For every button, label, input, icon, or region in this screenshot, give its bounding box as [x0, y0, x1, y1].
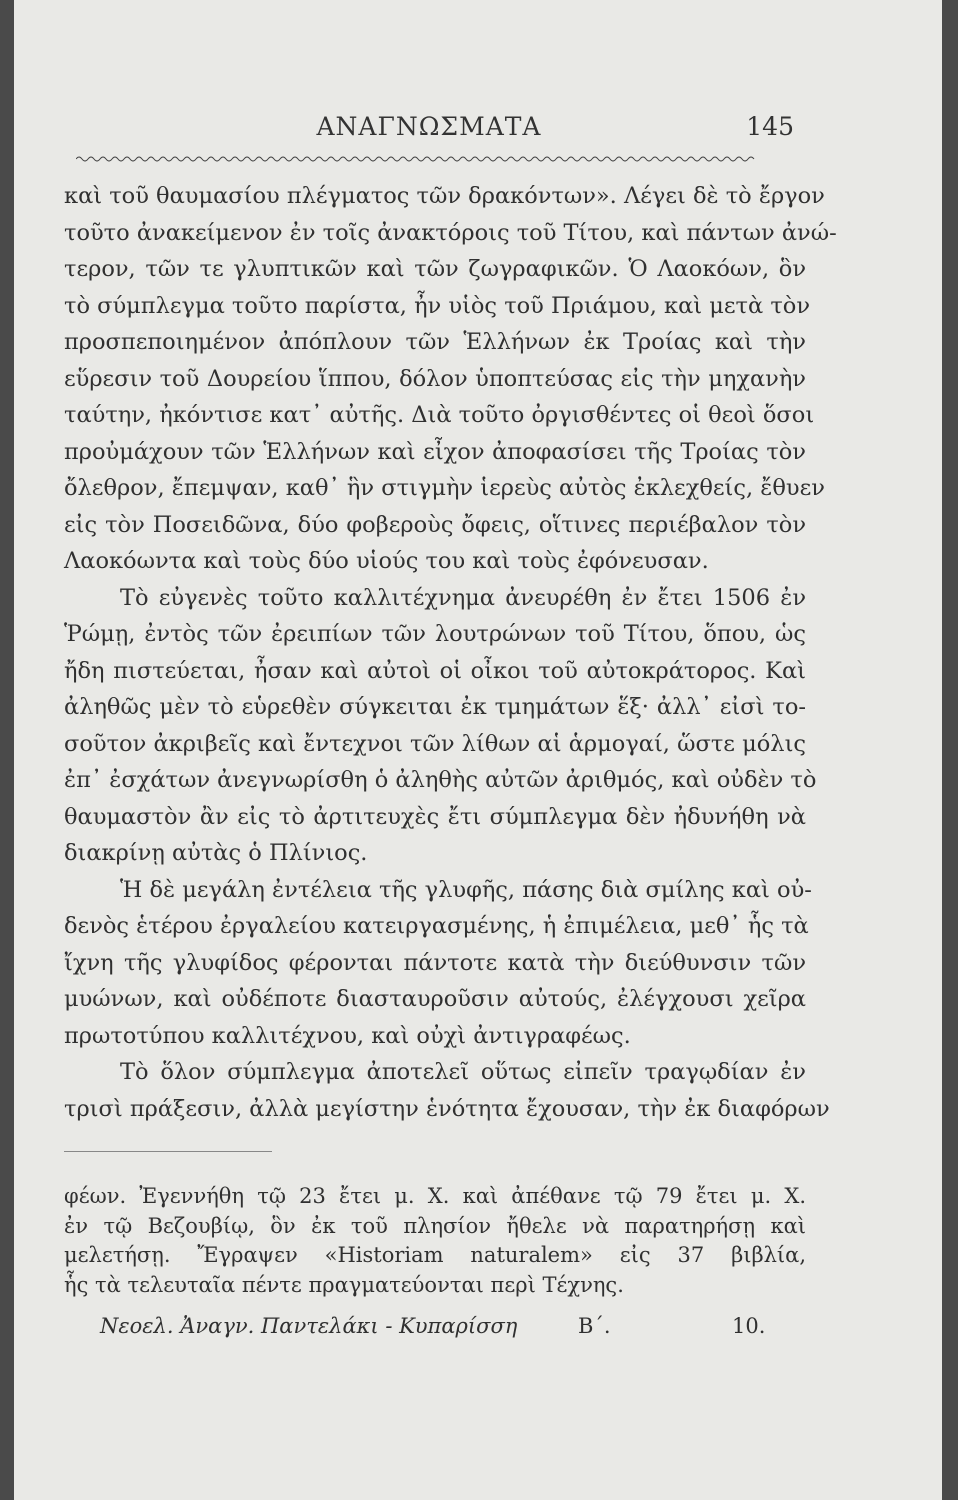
text-line: εὕρεσιν τοῦ Δουρείου ἵππου, δόλον ὑποπτεύσας εἰς τὴν μηχανὴν — [64, 365, 806, 392]
text-line: ταύτην, ἠκόντισε κατ᾽ αὐτῆς. Διὰ τοῦτο ὀργισθέντες οἱ θεοὶ ὅσοι — [64, 402, 815, 428]
text-line: Λαοκόωντα καὶ τοὺς δύο υἱούς του καὶ τοὺς ἐφόνευσαν. — [64, 548, 709, 574]
printer-signature — [100, 1314, 780, 1348]
text-line: τρισὶ πράξεσιν, ἀλλὰ μεγίστην ἑνότητα ἔχουσαν, τὴν ἐκ διαφόρων — [64, 1095, 830, 1122]
footnote — [64, 1182, 806, 1300]
text-line: εἰς τὸν Ποσειδῶνα, δύο φοβεροὺς ὄφεις, οἵτινες περιέβαλον τὸν — [64, 511, 806, 538]
footnote-line: ἧς τὰ τελευταῖα πέντε πραγματεύονται περὶ Τέχνης. — [64, 1272, 624, 1297]
footnote-separator — [64, 1151, 272, 1152]
text-line: καὶ τοῦ θαυμασίου πλέγματος τῶν δρακόντων». Λέγει δὲ τὸ ἔργον — [64, 183, 825, 209]
text-line: ἀληθῶς μὲν τὸ εὑρεθὲν σύγκειται ἐκ τμημάτων ἕξ· ἀλλ᾽ εἰσὶ το- — [64, 694, 806, 720]
text-line: προὐμάχουν τῶν Ἑλλήνων καὶ εἶχον ἀποφασίσει τῆς Τροίας τὸν — [64, 438, 806, 465]
text-line: Ἡ δὲ μεγάλη ἐντέλεια τῆς γλυφῆς, πάσης διὰ σμίλης καὶ οὐ- — [120, 876, 812, 903]
text-line: τὸ σύμπλεγμα τοῦτο παρίστα, ἦν υἱὸς τοῦ Πριάμου, καὶ μετὰ τὸν — [64, 292, 811, 319]
sheet-number: 10. — [732, 1314, 766, 1338]
text-line: τοῦτο ἀνακείμενον ἐν τοῖς ἀνακτόροις τοῦ Τίτου, καὶ πάντων ἀνώ- — [64, 219, 837, 246]
text-line: θαυμαστὸν ἂν εἰς τὸ ἀρτιτευχὲς ἔτι σύμπλεγμα δὲν ἠδυνήθη νὰ — [64, 803, 806, 830]
text-line: σοῦτον ἀκριβεῖς καὶ ἔντεχνοι τῶν λίθων αἱ ἁρμογαί, ὥστε μόλις — [64, 730, 806, 757]
text-line: μυώνων, καὶ οὐδέποτε διασταυροῦσιν αὐτούς, ἐλέγχουσι χεῖρα — [64, 986, 806, 1012]
text-line: πρωτοτύπου καλλιτέχνου, καὶ οὐχὶ ἀντιγραφέως. — [64, 1022, 631, 1049]
text-line: δενὸς ἑτέρου ἐργαλείου κατειργασμένης, ἡ ἐπιμέλεια, μεθ᾽ ἧς τὰ — [64, 913, 809, 939]
text-line: ἐπ᾽ ἐσχάτων ἀνεγνωρίσθη ὁ ἀληθὴς αὐτῶν ἀριθμός, καὶ οὐδὲν τὸ — [64, 767, 817, 793]
page-number: 145 — [746, 112, 794, 141]
signature-mark: Β΄. — [578, 1314, 611, 1338]
text-line: ὄλεθρον, ἔπεμψαν, καθ᾽ ἣν στιγμὴν ἱερεὺς αὐτὸς ἐκλεχθείς, ἔθυεν — [64, 475, 825, 501]
text-line: προσπεποιημένον ἀπόπλουν τῶν Ἑλλήνων ἐκ Τροίας καὶ τὴν — [64, 329, 806, 355]
footnote-line: μελετήσῃ. Ἔγραψεν «Historiam naturalem» εἰς 37 βιβλία, — [64, 1243, 806, 1267]
wavy-rule — [76, 154, 792, 164]
page-header — [64, 112, 794, 152]
text-line: ἴχνη τῆς γλυφίδος φέρονται πάντοτε κατὰ τὴν διεύθυνσιν τῶν — [64, 949, 806, 976]
text-line: Τὸ εὐγενὲς τοῦτο καλλιτέχνημα ἀνευρέθη ἐν ἔτει 1506 ἐν — [120, 584, 806, 611]
text-line: τερον, τῶν τε γλυπτικῶν καὶ τῶν ζωγραφικῶν. Ὁ Λαοκόων, ὃν — [64, 256, 806, 282]
signature-text: Νεοελ. Ἀναγν. Παντελάκι - Κυπαρίσση — [100, 1314, 518, 1338]
text-line: Ῥώμῃ, ἐντὸς τῶν ἐρειπίων τῶν λουτρώνων τοῦ Τίτου, ὅπου, ὡς — [64, 621, 806, 647]
footnote-line: ἐν τῷ Βεζουβίῳ, ὃν ἐκ τοῦ πλησίον ἤθελε νὰ παρατηρήσῃ καὶ — [64, 1213, 806, 1238]
text-line: διακρίνῃ αὐτὰς ὁ Πλίνιος. — [64, 840, 368, 866]
running-title: ΑΝΑΓΝΩΣΜΑΤΑ — [316, 112, 542, 141]
text-line: Τὸ ὅλον σύμπλεγμα ἀποτελεῖ οὕτως εἰπεῖν τραγῳδίαν ἐν — [120, 1059, 806, 1085]
text-line: ἤδη πιστεύεται, ἦσαν καὶ αὐτοὶ οἱ οἶκοι τοῦ αὐτοκράτορος. Καὶ — [64, 657, 806, 684]
footnote-line: φέων. Ἐγεννήθη τῷ 23 ἔτει μ. Χ. καὶ ἀπέθανε τῷ 79 ἔτει μ. Χ. — [64, 1184, 806, 1208]
main-text — [64, 178, 837, 1127]
